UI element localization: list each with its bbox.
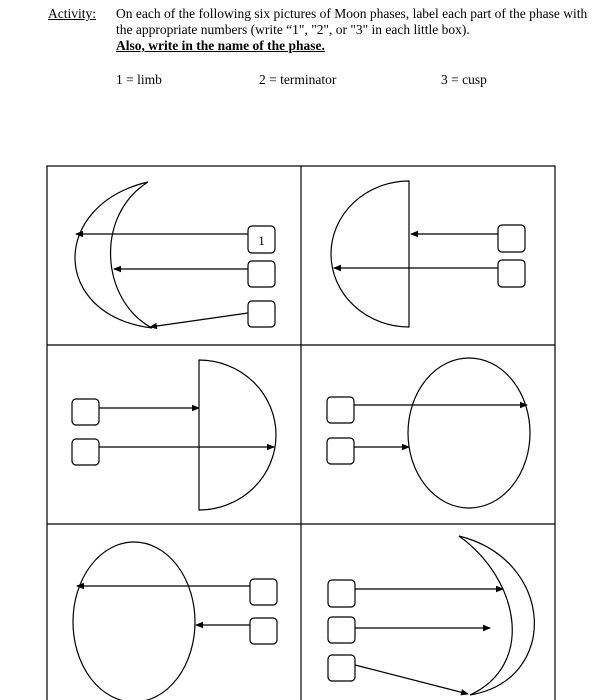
grid-frame xyxy=(47,166,555,700)
panel-2 xyxy=(331,181,525,327)
panel-4 xyxy=(327,358,530,508)
label-box[interactable] xyxy=(248,301,275,327)
pointer-line-3 xyxy=(150,313,248,327)
instructions-text: On each of the following six pictures of Moon phases, label each part of the phase with the appropriate numbers (write “1", "2", or "3" in each little box). xyxy=(116,6,588,37)
moon-half-left xyxy=(331,181,409,327)
legend-terminator: 2 = terminator xyxy=(259,72,337,87)
label-box[interactable] xyxy=(328,580,355,607)
moon-half-right xyxy=(199,360,276,510)
moon-crescent-right xyxy=(459,536,534,695)
activity-label: Activity: xyxy=(48,6,96,21)
moon-crescent-left xyxy=(75,182,152,328)
label-box[interactable] xyxy=(328,655,355,681)
legend-limb: 1 = limb xyxy=(116,72,162,87)
label-box[interactable] xyxy=(250,579,277,605)
label-box[interactable] xyxy=(327,397,354,423)
moon-gibbous xyxy=(408,358,530,508)
label-box[interactable] xyxy=(72,399,99,425)
panel-5 xyxy=(73,542,277,700)
label-box-value: 1 xyxy=(258,233,265,248)
panel-6 xyxy=(328,536,534,695)
label-box[interactable] xyxy=(248,261,275,287)
label-box[interactable] xyxy=(72,439,99,465)
label-box[interactable] xyxy=(498,225,525,252)
pointer-line-3 xyxy=(355,665,468,694)
panel-1 xyxy=(75,182,275,328)
label-box[interactable] xyxy=(498,260,525,287)
label-box[interactable] xyxy=(328,617,355,643)
instructions-bold-text: Also, write in the name of the phase. xyxy=(116,38,325,53)
label-box[interactable] xyxy=(250,618,277,644)
label-box[interactable] xyxy=(327,438,354,464)
panel-3 xyxy=(72,360,276,510)
moon-full xyxy=(73,542,195,700)
legend-cusp: 3 = cusp xyxy=(441,72,487,87)
